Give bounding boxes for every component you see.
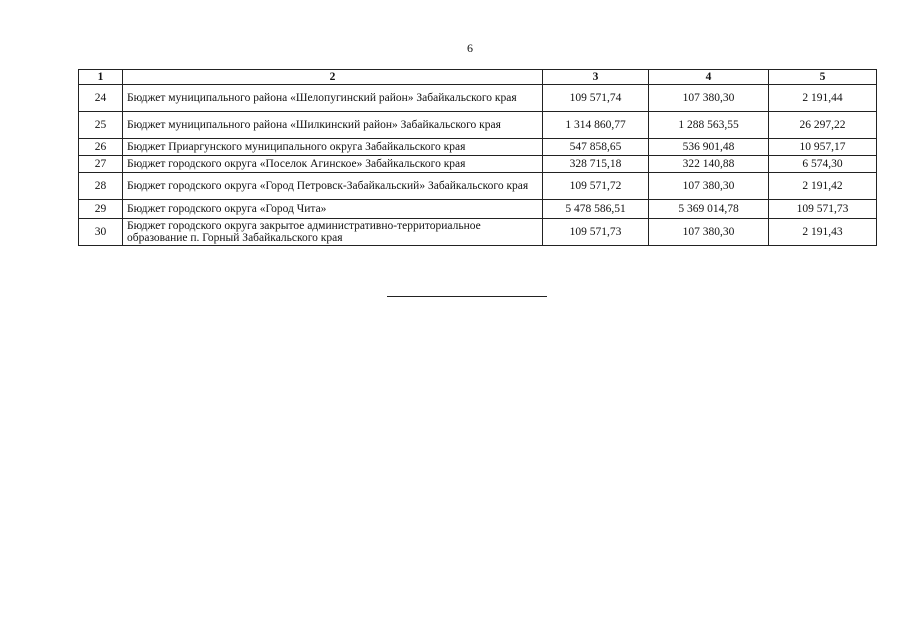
value-col-5: 6 574,30 [769,156,877,173]
table-row [79,219,877,246]
header-col-3: 3 [543,70,649,85]
value-col-3: 328 715,18 [543,156,649,173]
value-col-4: 536 901,48 [649,139,769,156]
table-row [79,200,877,219]
budget-distribution-table [78,69,877,246]
table-row [79,173,877,200]
value-col-5: 26 297,22 [769,112,877,139]
table-row [79,156,877,173]
header-col-2: 2 [123,70,543,85]
closing-separator-line [387,296,547,297]
header-col-4: 4 [649,70,769,85]
value-col-5: 109 571,73 [769,200,877,219]
table-header-row [79,70,877,85]
value-col-3: 1 314 860,77 [543,112,649,139]
value-col-4: 1 288 563,55 [649,112,769,139]
value-col-4: 107 380,30 [649,219,769,246]
table-row [79,85,877,112]
budget-name: Бюджет городского округа «Поселок Агинское» Забайкальского края [123,156,543,173]
value-col-5: 2 191,43 [769,219,877,246]
table-row [79,112,877,139]
value-col-3: 5 478 586,51 [543,200,649,219]
table-row [79,139,877,156]
budget-name: Бюджет городского округа закрытое административно-территориальное образование п. Горный Забайкальского края [123,219,543,246]
value-col-4: 5 369 014,78 [649,200,769,219]
row-number: 29 [79,200,123,219]
row-number: 25 [79,112,123,139]
value-col-3: 109 571,73 [543,219,649,246]
row-number: 24 [79,85,123,112]
value-col-3: 109 571,74 [543,85,649,112]
header-col-1: 1 [79,70,123,85]
value-col-4: 322 140,88 [649,156,769,173]
value-col-3: 109 571,72 [543,173,649,200]
value-col-5: 2 191,42 [769,173,877,200]
budget-name: Бюджет городского округа «Город Петровск-Забайкальский» Забайкальского края [123,173,543,200]
row-number: 27 [79,156,123,173]
row-number: 30 [79,219,123,246]
budget-name: Бюджет городского округа «Город Чита» [123,200,543,219]
header-col-5: 5 [769,70,877,85]
value-col-4: 107 380,30 [649,173,769,200]
budget-name: Бюджет муниципального района «Шилкинский район» Забайкальского края [123,112,543,139]
budget-name: Бюджет Приаргунского муниципального округа Забайкальского края [123,139,543,156]
page-number: 6 [467,41,473,55]
value-col-5: 10 957,17 [769,139,877,156]
row-number: 26 [79,139,123,156]
budget-name: Бюджет муниципального района «Шелопугинский район» Забайкальского края [123,85,543,112]
value-col-3: 547 858,65 [543,139,649,156]
row-number: 28 [79,173,123,200]
value-col-4: 107 380,30 [649,85,769,112]
value-col-5: 2 191,44 [769,85,877,112]
